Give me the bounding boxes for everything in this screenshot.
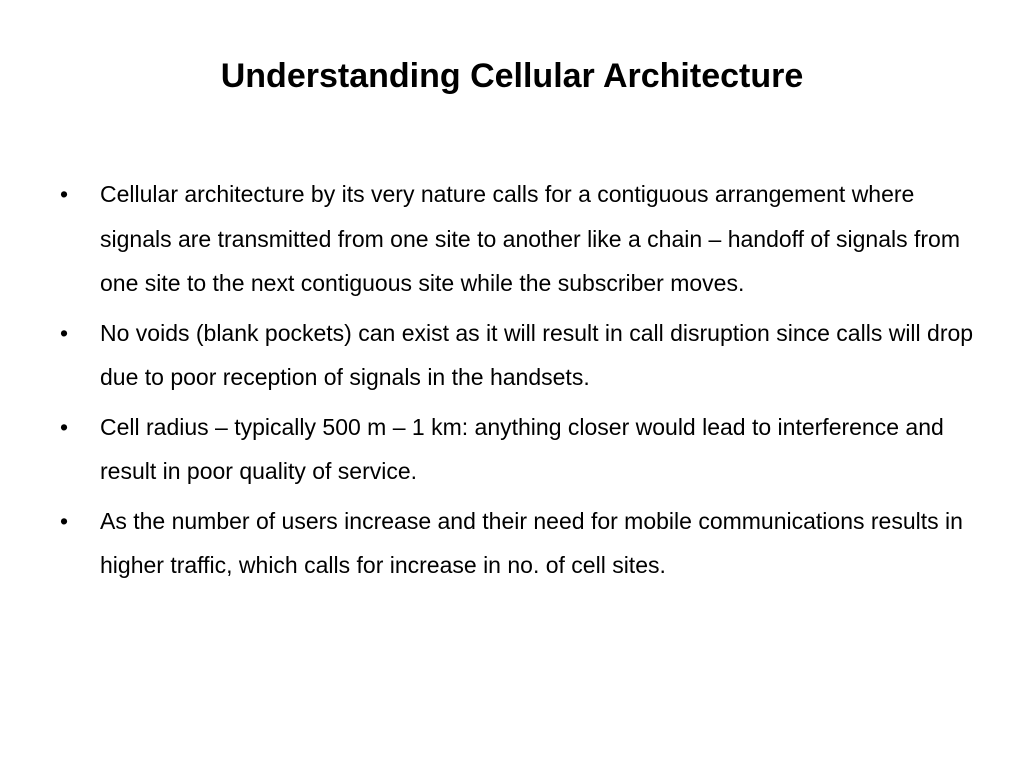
bullet-text: No voids (blank pockets) can exist as it will result in call disruption since calls will drop due to poor reception of signals in the handsets. xyxy=(100,319,974,390)
bullet-icon: • xyxy=(60,413,69,440)
bullet-icon: • xyxy=(60,181,69,207)
bullet-item xyxy=(58,499,978,588)
bullet-list xyxy=(58,172,978,593)
bullet-text: Cell radius – typically 500 m – 1 km: anything closer would lead to interference and result in poor quality of service. xyxy=(100,413,944,484)
bullet-icon: • xyxy=(60,319,69,346)
bullet-text: Cellular architecture by its very nature calls for a contiguous arrangement where signals are transmitted from one site to another like a chain – handoff of signals from one site to the next contiguous site while the subscriber moves. xyxy=(100,181,960,296)
slide-title: Understanding Cellular Architecture xyxy=(220,57,804,95)
bullet-icon: • xyxy=(60,507,69,534)
bullet-text: As the number of users increase and their need for mobile communications results in higher traffic, which calls for increase in no. of cell sites. xyxy=(100,507,963,578)
bullet-item xyxy=(58,405,978,494)
bullet-item xyxy=(58,311,978,400)
bullet-item xyxy=(58,172,978,306)
